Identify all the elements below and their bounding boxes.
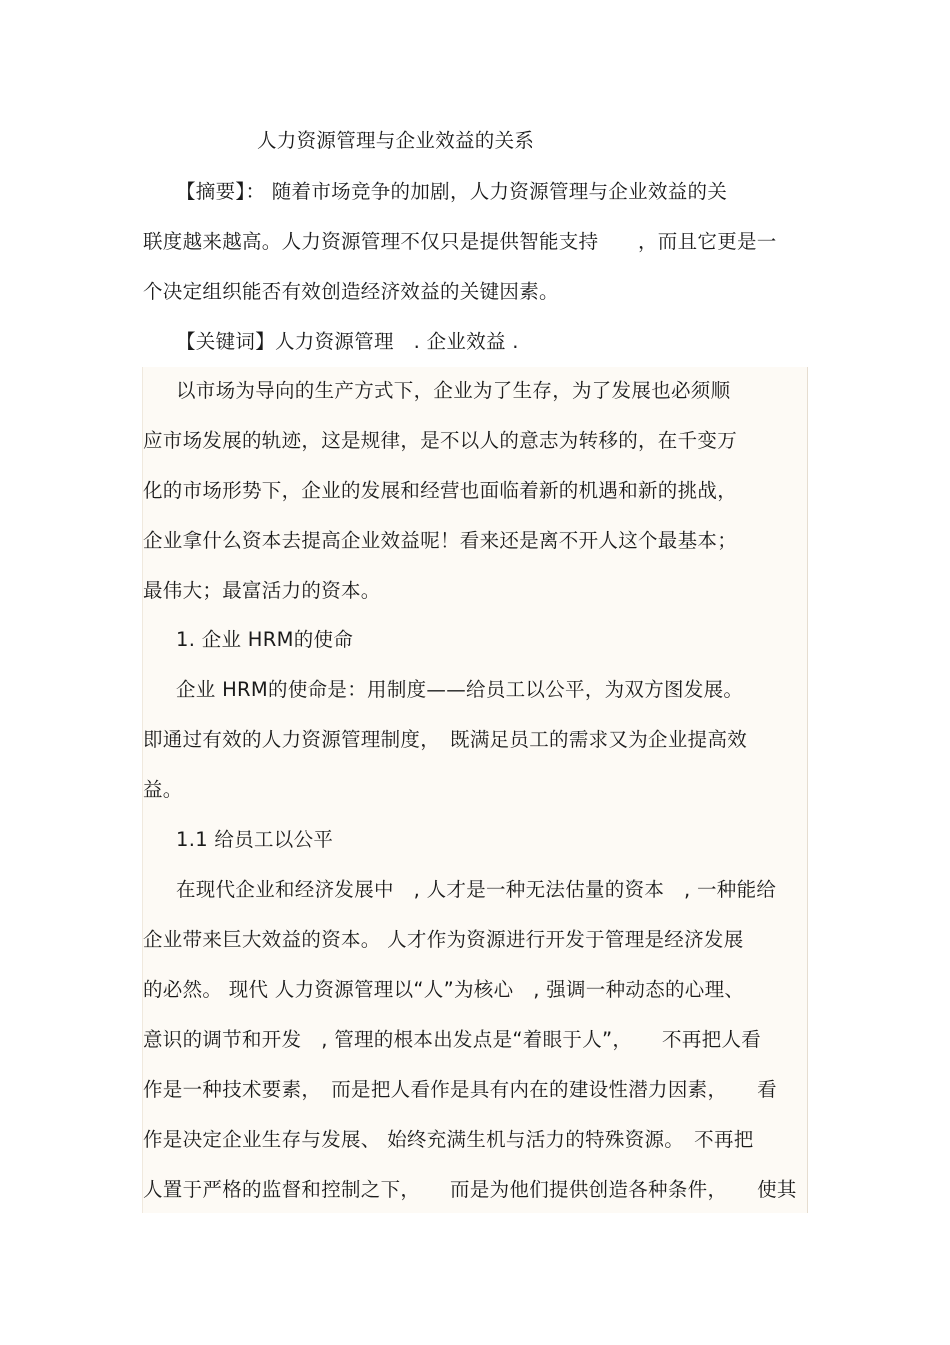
document-title: 人力资源管理与企业效益的关系 (257, 129, 535, 152)
body-line: 即通过有效的人力资源管理制度， 既满足员工的需求又为企业提高效 (143, 728, 748, 751)
body-line: 人置于严格的监督和控制之下， 而是为他们提供创造各种条件， 使其 (143, 1178, 797, 1201)
body-line: 化的市场形势下，企业的发展和经营也面临着新的机遇和新的挑战， (143, 479, 738, 502)
body-line: 企业拿什么资本去提高企业效益呢！看来还是离不开人这个最基本； (143, 529, 738, 552)
abstract-line-3: 个决定组织能否有效创造经济效益的关键因素。 (143, 280, 559, 303)
body-line: 益。 (143, 778, 183, 801)
body-line: 在现代企业和经济发展中 , 人才是一种无法估量的资本 , 一种能给 (176, 878, 777, 901)
abstract-line-1: 【摘要】： 随着市场竞争的加剧，人力资源管理与企业效益的关 (176, 180, 728, 203)
body-line: 意识的调节和开发 , 管理的根本出发点是“着眼于人”， 不再把人看 (143, 1028, 762, 1051)
section-heading-1-1: 1.1 给员工以公平 (176, 828, 334, 851)
body-line: 最伟大；最富活力的资本。 (143, 579, 381, 602)
body-line: 作是一种技术要素， 而是把人看作是具有内在的建设性潜力因素， 看 (143, 1078, 777, 1101)
body-line: 作是决定企业生存与发展、 始终充满生机与活力的特殊资源。 不再把 (143, 1128, 754, 1151)
abstract-line-2: 联度越来越高。人力资源管理不仅只是提供智能支持 ，而且它更是一 (143, 230, 777, 253)
body-line: 企业带来巨大效益的资本。 人才作为资源进行开发于管理是经济发展 (143, 928, 744, 951)
body-line: 企业 HRM的使命是：用制度——给员工以公平，为双方图发展。 (176, 678, 744, 701)
keywords-line: 【关键词】人力资源管理 . 企业效益 . (176, 330, 519, 353)
section-heading-1: 1. 企业 HRM的使命 (176, 628, 354, 651)
body-line: 的必然。 现代 人力资源管理以“人”为核心 , 强调一种动态的心理、 (143, 978, 745, 1001)
body-line: 应市场发展的轨迹，这是规律，是不以人的意志为转移的，在千变万 (143, 429, 738, 452)
body-line: 以市场为导向的生产方式下，企业为了生存，为了发展也必须顺 (176, 379, 731, 402)
